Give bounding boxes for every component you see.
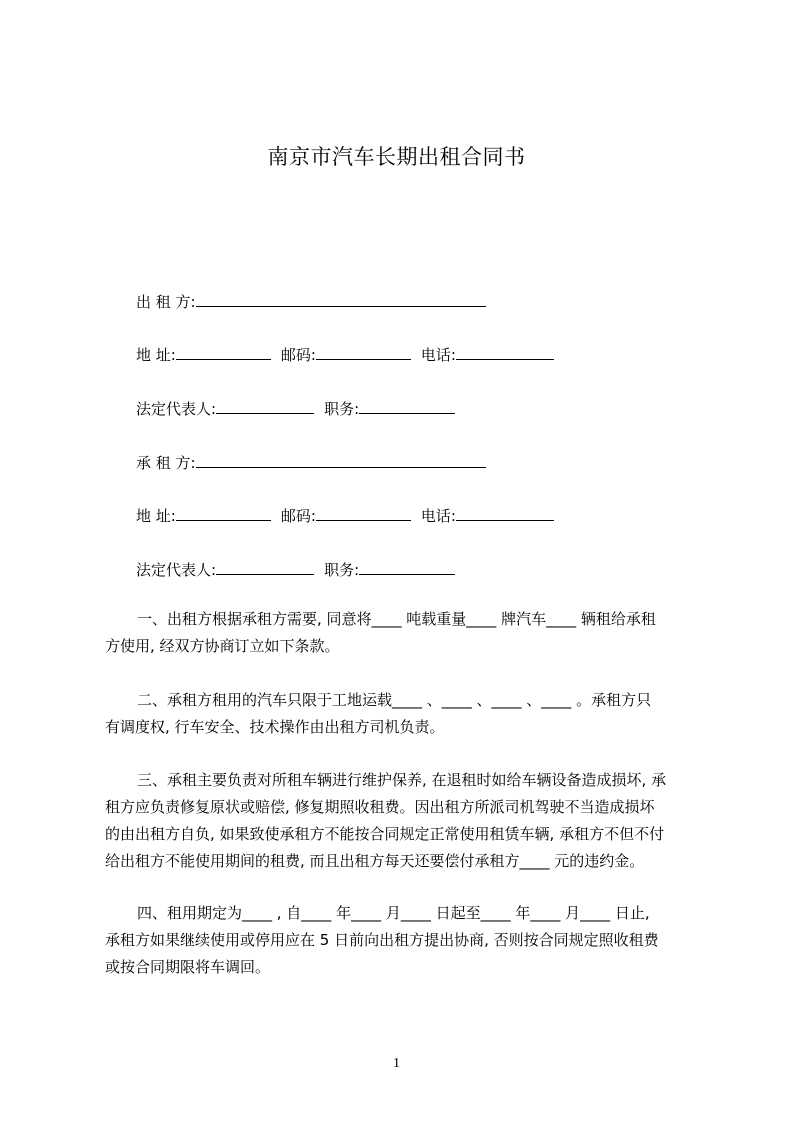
lessor-phone-label: 电话: — [420, 346, 456, 364]
clause-4 — [105, 900, 705, 981]
clause-line: 三、承租主要负责对所租车辆进行维护保养, 在退租时如给车辆设备造成损坏, 承 — [137, 771, 667, 789]
lessor-name-blank[interactable] — [196, 291, 486, 307]
lessee-rep-label: 法定代表人: — [136, 561, 217, 579]
clause-line: 四、租用期定为____ , 自____ 年____ 月____ 日起至____ 年____ 月____ 日止, — [137, 904, 650, 922]
clause-line: 有调度权, 行车安全、技术操作由出租方司机负责。 — [105, 718, 445, 736]
lessor-position-blank[interactable] — [359, 398, 455, 414]
lessor-name-line — [136, 291, 486, 312]
clause-1 — [105, 606, 705, 660]
lessor-address-label: 地 址: — [136, 346, 176, 364]
lessee-name-line — [136, 452, 486, 473]
lessor-rep-blank[interactable] — [216, 398, 314, 414]
clause-line: 或按合同期限将车调回。 — [105, 958, 271, 976]
lessor-position-label: 职务: — [324, 400, 360, 418]
lessor-rep-label: 法定代表人: — [136, 400, 217, 418]
lessor-address-blank[interactable] — [176, 344, 271, 360]
lessee-address-line — [136, 505, 554, 526]
lessee-position-blank[interactable] — [359, 559, 455, 575]
clause-line: 承租方如果继续使用或停用应在 5 日前向出租方提出协商, 否则按合同规定照收租费 — [105, 931, 659, 949]
lessee-rep-blank[interactable] — [216, 559, 314, 575]
lessee-zip-blank[interactable] — [316, 505, 411, 521]
clause-line: 一、出租方根据承租方需要, 同意将____ 吨载重量____ 牌汽车____ 辆租给承租 — [137, 610, 656, 628]
lessee-zip-label: 邮码: — [280, 507, 316, 525]
lessor-name-label: 出 租 方: — [136, 293, 196, 311]
clause-line: 的由出租方自负, 如果致使承租方不能按合同规定正常使用租赁车辆, 承租方不但不付 — [105, 825, 665, 843]
clause-2 — [105, 687, 705, 741]
lessee-phone-label: 电话: — [420, 507, 456, 525]
lessee-name-blank[interactable] — [196, 452, 486, 468]
lessor-rep-line — [136, 398, 455, 419]
lessor-zip-label: 邮码: — [280, 346, 316, 364]
clause-line: 二、承租方租用的汽车只限于工地运载____ 、____ 、____ 、____ 。承租方只 — [137, 691, 652, 709]
lessee-name-label: 承 租 方: — [136, 454, 196, 472]
lessor-address-line — [136, 344, 554, 365]
lessee-phone-blank[interactable] — [456, 505, 554, 521]
lessee-address-blank[interactable] — [176, 505, 271, 521]
clause-3 — [105, 767, 705, 875]
lessee-rep-line — [136, 559, 455, 580]
lessor-zip-blank[interactable] — [316, 344, 411, 360]
page-number: 1 — [393, 1056, 400, 1071]
clause-line: 给出租方不能使用期间的租费, 而且出租方每天还要偿付承租方____ 元的违约金。 — [105, 852, 645, 870]
lessor-phone-blank[interactable] — [456, 344, 554, 360]
clause-line: 方使用, 经双方协商订立如下条款。 — [105, 637, 340, 655]
lessee-position-label: 职务: — [324, 561, 360, 579]
document-title: 南京市汽车长期出租合同书 — [267, 145, 526, 169]
clause-line: 租方应负责修复原状或赔偿, 修复期照收租费。因出租方所派司机驾驶不当造成损坏 — [105, 798, 655, 816]
lessee-address-label: 地 址: — [136, 507, 176, 525]
